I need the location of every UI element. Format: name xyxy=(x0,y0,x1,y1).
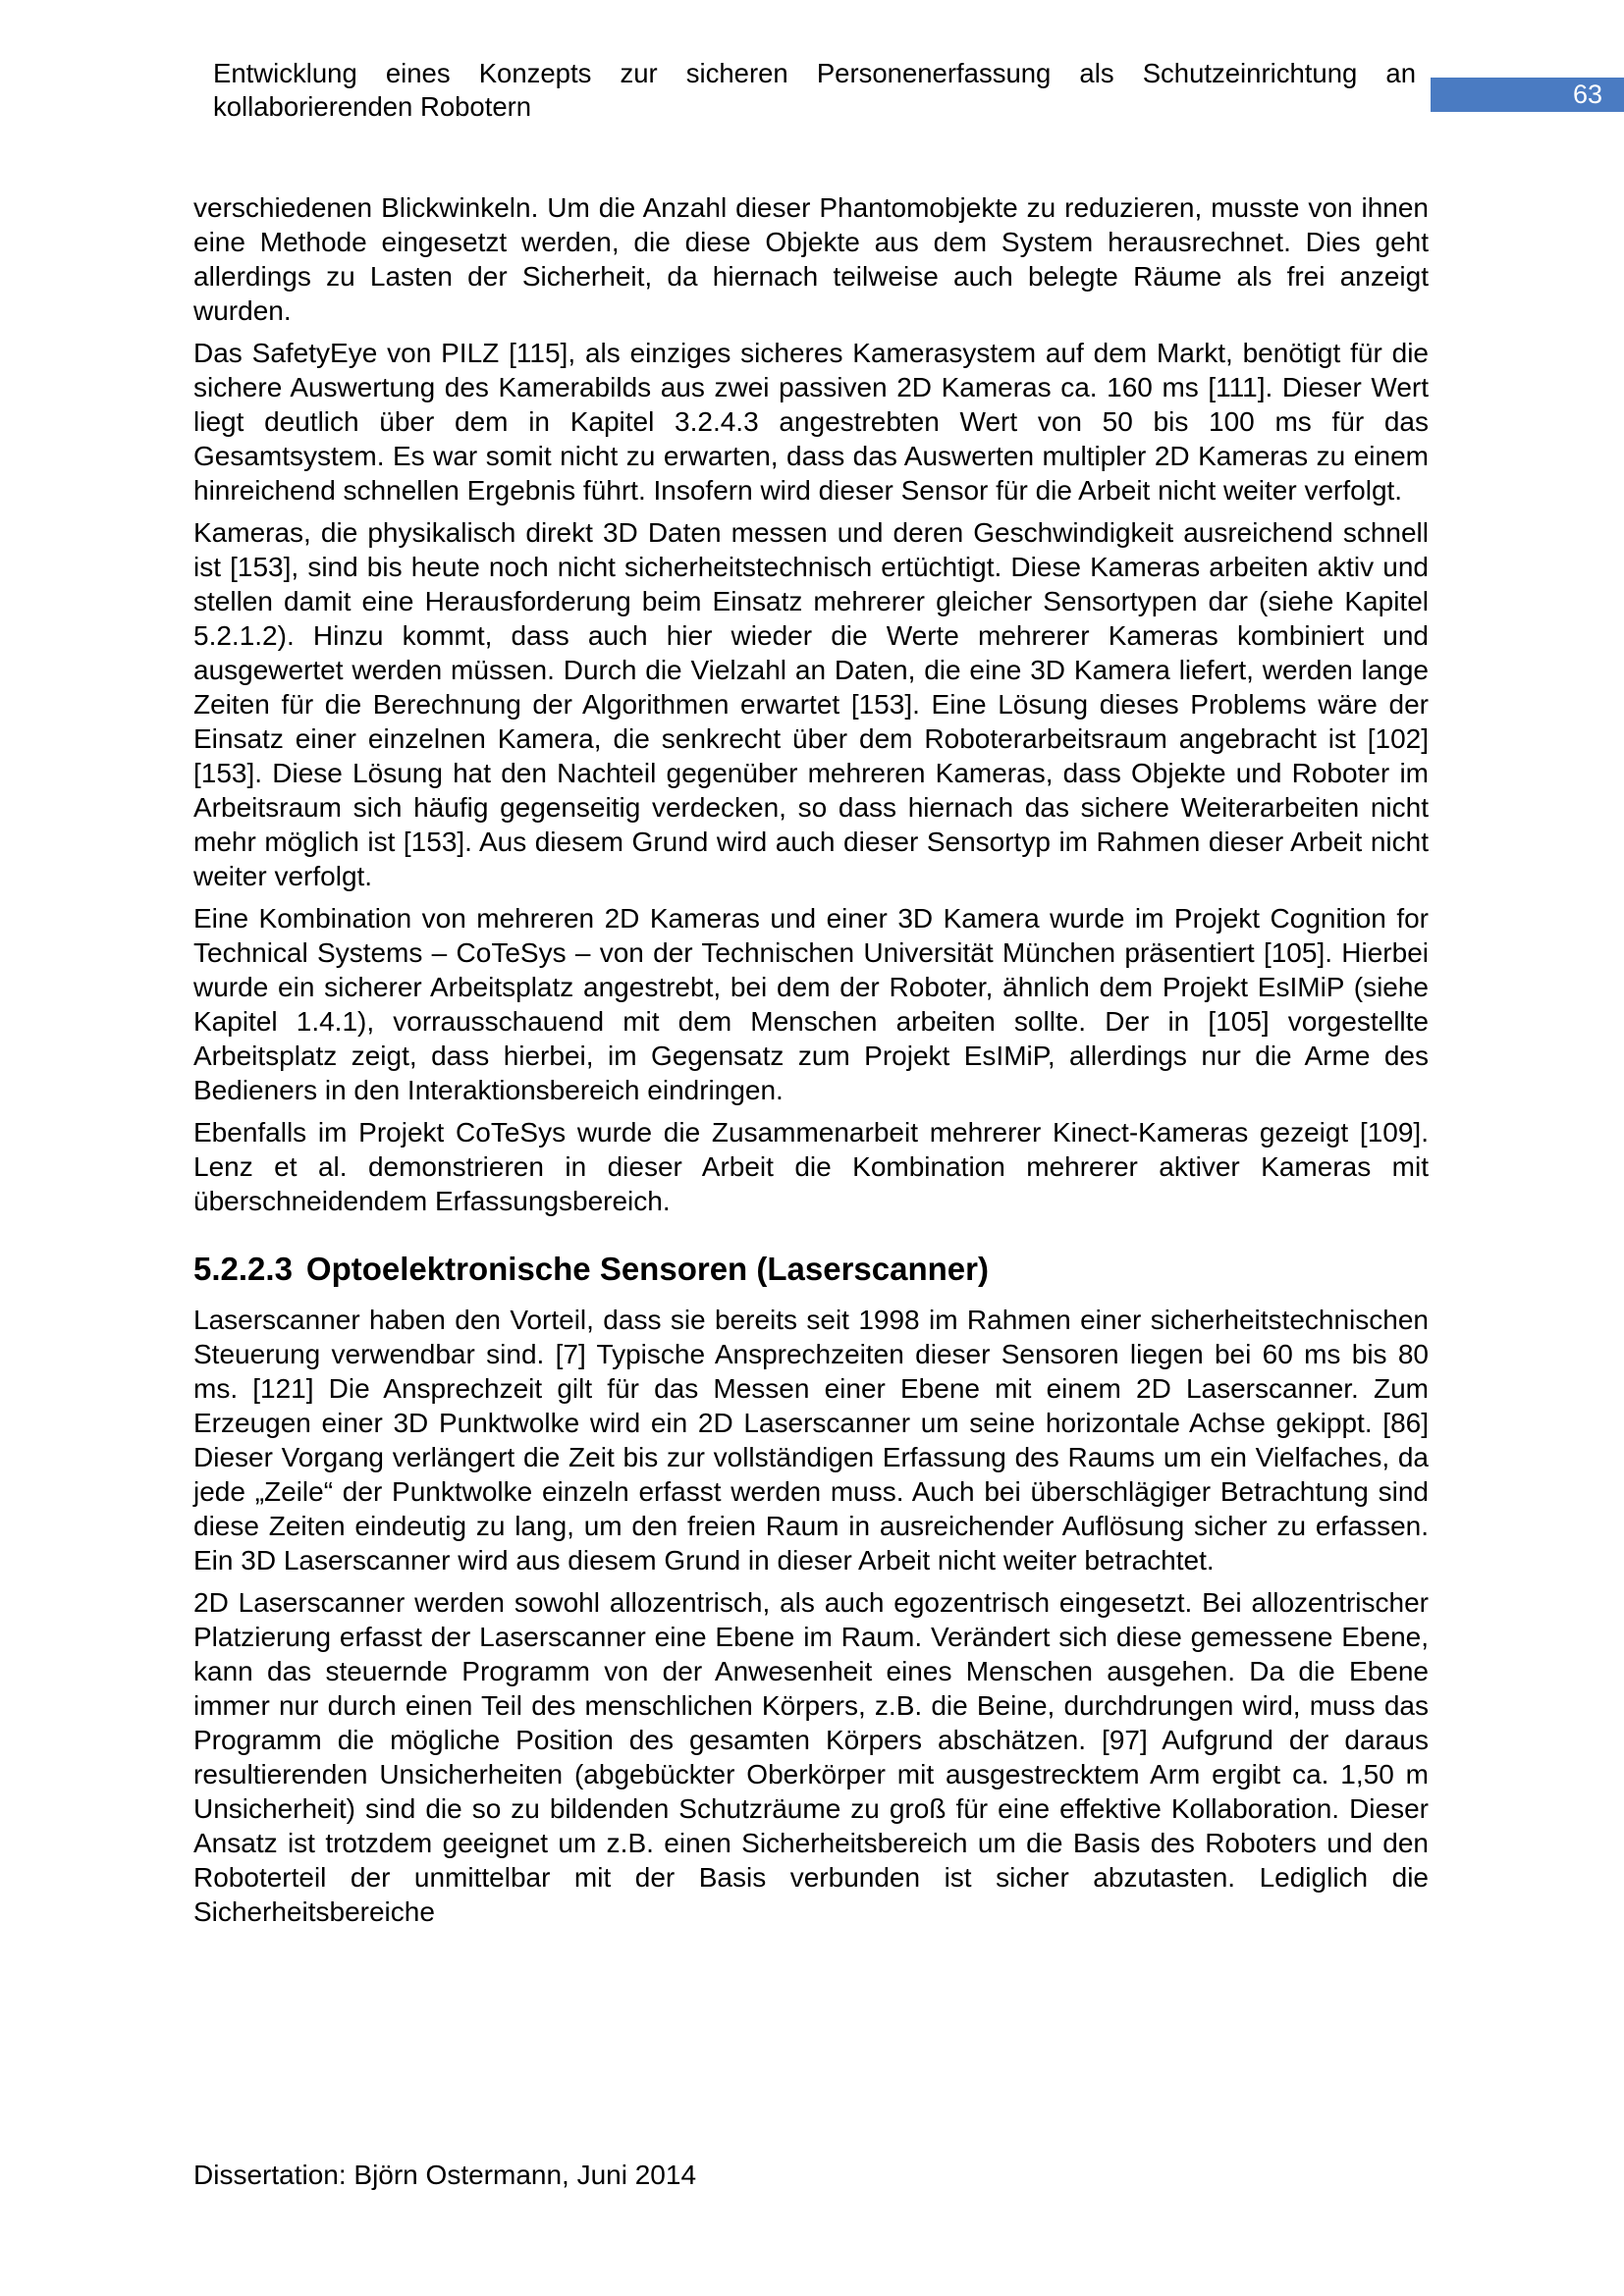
running-header-title-line-1: Entwicklung eines Konzepts zur sicheren Personenerfassung als Schutzeinrichtung an xyxy=(213,58,1416,88)
page-body xyxy=(193,190,1429,1937)
body-paragraph: Ebenfalls im Projekt CoTeSys wurde die Zusammenarbeit mehrerer Kinect-Kameras gezeigt [109]. Lenz et al. demonstrieren in dieser Arbeit die Kombination mehrerer aktiver Kameras mit überschneidendem Erfassungsbereich. xyxy=(193,1117,1429,1216)
footer-text: Dissertation: Björn Ostermann, Juni 2014 xyxy=(193,2160,697,2190)
section-number: 5.2.2.3 xyxy=(193,1251,293,1287)
section-title: Optoelektronische Sensoren (Laserscanner) xyxy=(305,1251,989,1287)
page-number: 63 xyxy=(1572,80,1602,109)
body-paragraph: Laserscanner haben den Vorteil, dass sie bereits seit 1998 im Rahmen einer sicherheitstechnischen Steuerung verwendbar sind. [7] Typische Ansprechzeiten dieser Sensoren liegen bei 60 ms bis 80 ms. [121] Die Ansprechzeit gilt für das Messen einer Ebene mit einem 2D Laserscanner. Zum Erzeugen einer 3D Punktwolke wird ein 2D Laserscanner um seine horizontale Achse gekippt. [86] Dieser Vorgang verlängert die Zeit bis zur vollständigen Erfassung des Raums um ein Vielfaches, da jede „Zeile“ der Punktwolke einzeln erfasst werden muss. Auch bei überschlägiger Betrachtung sind diese Zeiten eindeutig zu lang, um den freien Raum in ausreichender Auflösung sicher zu erfassen. Ein 3D Laserscanner wird aus diesem Grund in dieser Arbeit nicht weiter betrachtet. xyxy=(193,1305,1429,1575)
body-paragraph: Kameras, die physikalisch direkt 3D Daten messen und deren Geschwindigkeit ausreichend schnell ist [153], sind bis heute noch nicht sicherheitstechnisch ertüchtigt. Diese Kameras arbeiten aktiv und stellen damit eine Herausforderung beim Einsatz mehrerer gleicher Sensortypen dar (siehe Kapitel 5.2.1.2). Hinzu kommt, dass auch hier wieder die Werte mehrerer Kameras kombiniert und ausgewertet werden müssen. Durch die Vielzahl an Daten, die eine 3D Kamera liefert, werden lange Zeiten für die Berechnung der Algorithmen erwartet [153]. Eine Lösung dieses Problems wäre der Einsatz einer einzelnen Kamera, die senkrecht über dem Roboterarbeitsraum angebracht ist [102] [153]. Diese Lösung hat den Nachteil gegenüber mehreren Kameras, dass Objekte und Roboter im Arbeitsraum sich häufig gegenseitig verdecken, so dass hiernach das sichere Weiterarbeiten nicht mehr möglich ist [153]. Aus diesem Grund wird auch dieser Sensortyp im Rahmen dieser Arbeit nicht weiter verfolgt. xyxy=(193,517,1429,891)
body-paragraph: Eine Kombination von mehreren 2D Kameras und einer 3D Kamera wurde im Projekt Cognition for Technical Systems – CoTeSys – von der Technischen Universität München präsentiert [105]. Hierbei wurde ein sicherer Arbeitsplatz angestrebt, bei dem der Roboter, ähnlich dem Projekt EsIMiP (siehe Kapitel 1.4.1), vorrausschauend mit dem Menschen arbeiten sollte. Der in [105] vorgestellte Arbeitsplatz zeigt, dass hierbei, im Gegensatz zum Projekt EsIMiP, allerdings nur die Arme des Bedieners in den Interaktionsbereich eindringen. xyxy=(193,903,1429,1105)
body-paragraph: 2D Laserscanner werden sowohl allozentrisch, als auch egozentrisch eingesetzt. Bei allozentrischer Platzierung erfasst der Laserscanner eine Ebene im Raum. Verändert sich diese gemessene Ebene, kann das steuernde Programm von der Anwesenheit eines Menschen ausgehen. Da die Ebene immer nur durch einen Teil des menschlichen Körpers, z.B. die Beine, durchdrungen wird, muss das Programm die mögliche Position des gesamten Körpers abschätzen. [97] Aufgrund der daraus resultierenden Unsicherheiten (abgebückter Oberkörper mit ausgestrecktem Arm ergibt ca. 1,50 m Unsicherheit) sind die so zu bildenden Schutzräume zu groß für eine effektive Kollaboration. Dieser Ansatz ist trotzdem geeignet um z.B. einen Sicherheitsbereich um die Basis des Roboters und den Roboterteil der unmittelbar mit der Basis verbunden ist sicher abzutasten. Lediglich die Sicherheitsbereiche xyxy=(193,1587,1429,1927)
running-header-title-line-2: kollaborierenden Robotern xyxy=(213,91,532,122)
section-heading xyxy=(193,1250,1429,1289)
page-number-badge xyxy=(1431,78,1624,112)
page-footer xyxy=(193,2158,696,2192)
running-header xyxy=(213,57,1416,124)
body-paragraph: verschiedenen Blickwinkeln. Um die Anzahl dieser Phantomobjekte zu reduzieren, musste von ihnen eine Methode eingesetzt werden, die diese Objekte aus dem System herausrechnet. Dies geht allerdings zu Lasten der Sicherheit, da hiernach teilweise auch belegte Räume als frei anzeigt wurden. xyxy=(193,192,1429,326)
body-paragraph: Das SafetyEye von PILZ [115], als einziges sicheres Kamerasystem auf dem Markt, benötigt für die sichere Auswertung des Kamerabilds aus zwei passiven 2D Kameras ca. 160 ms [111]. Dieser Wert liegt deutlich über dem in Kapitel 3.2.4.3 angestrebten Wert von 50 bis 100 ms für das Gesamtsystem. Es war somit nicht zu erwarten, dass das Auswerten multipler 2D Kameras zu einem hinreichend schnellen Ergebnis führt. Insofern wird dieser Sensor für die Arbeit nicht weiter verfolgt. xyxy=(193,338,1429,506)
